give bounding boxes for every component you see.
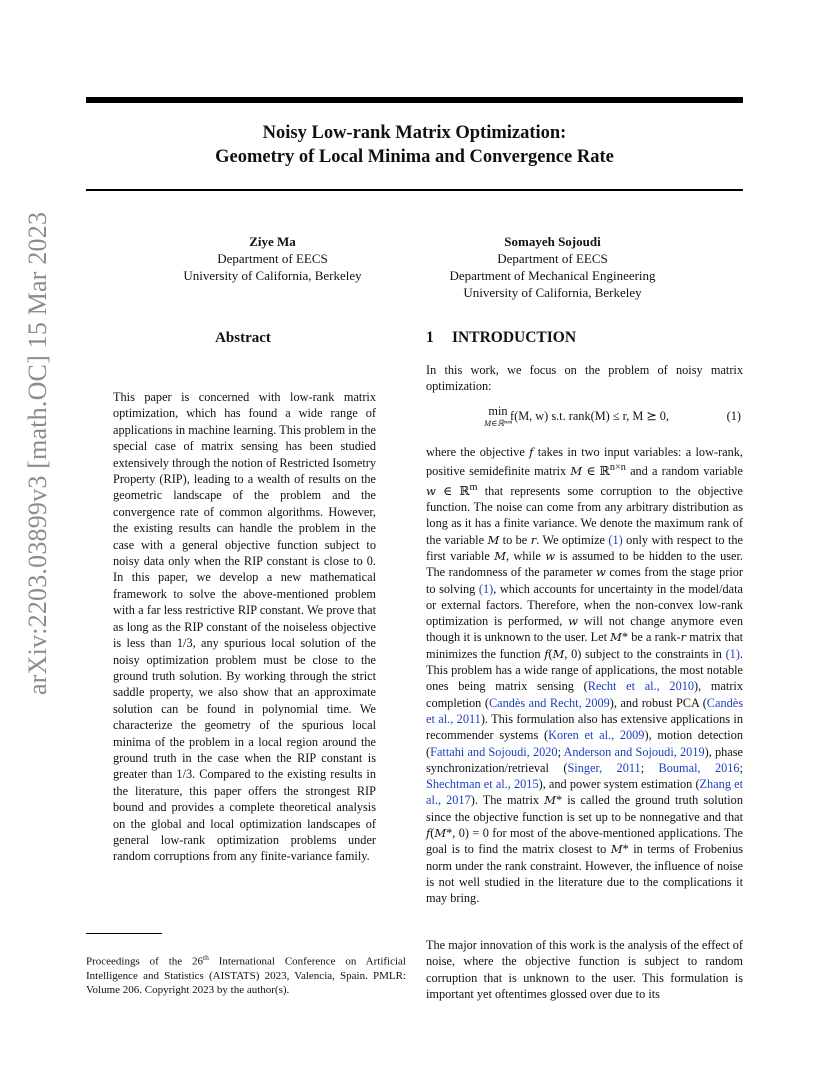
- author-block-2: [425, 233, 680, 301]
- body-paragraph-2: The major innovation of this work is the analysis of the effect of noise, where the objective function is subject to random corruption that is unknown to the user. This formulation is important yet oftentimes glossed over due to its: [426, 938, 743, 1001]
- section-number: 1: [426, 329, 434, 346]
- abstract-heading: Abstract: [215, 330, 271, 346]
- author-name: Ziye Ma: [249, 234, 296, 249]
- intro-paragraph: In this work, we focus on the problem of noisy matrix optimization:: [426, 363, 743, 394]
- footnote-superscript: th: [203, 953, 209, 962]
- abstract-text: This paper is concerned with low-rank matrix optimization, which has found a wide range of applications in machine learning. This problem in the special case of matrix sensing has been studied extensively through the notion of Restricted Isometry Property (RIP), leading to a wealth of results on the geometric landscape of the problem and the convergence rate of common algorithms. However, the existing results can handle the problem in the case with a general objective function subject to noisy data only when the RIP constant is close to 0. In this paper, we develop a new mathematical framework to solve the above-mentioned problem with a far less restrictive RIP constant. We prove that as long as the RIP constant of the noiseless objective is less than 1/3, any spurious local solution of the noisy optimization problem must be close to the ground truth solution. By working through the strict saddle property, we also show that an approximate solution can be found in polynomial time. We characterize the geometry of the spurious local minima of the problem in a local region around the ground truth in the case when the RIP constant is greater than 1/3. Compared to the existing results in the literature, this paper offers the strongest RIP bound and provides a complete theoretical analysis on the global and local optimization landscapes of general low-rank optimization problems under random corruptions from any finite-variance family.: [113, 390, 376, 864]
- author-affiliation: Department of EECS: [497, 251, 608, 266]
- section-title: INTRODUCTION: [452, 329, 577, 346]
- title-line-2: Geometry of Local Minima and Convergence Rate: [215, 147, 614, 167]
- author-affiliation: Department of EECS: [217, 251, 328, 266]
- author-affiliation: University of California, Berkeley: [463, 285, 642, 300]
- equation-subscript: M∈ℝⁿˣⁿ: [484, 418, 512, 428]
- author-affiliation: University of California, Berkeley: [183, 268, 362, 283]
- paper-title: [86, 121, 743, 169]
- equation-op: min: [488, 404, 508, 418]
- footnote-text-post: International Conference on Artificial Intelligence and Statistics (AISTATS) 2023, Valencia, Spain. PMLR: Volume 206. Copyright 2023 by the author(s).: [86, 955, 406, 996]
- author-name: Somayeh Sojoudi: [504, 234, 601, 249]
- equation-expression: f(M, w) s.t. rank(M) ≤ r, M ⪰ 0,: [510, 409, 669, 423]
- section-heading: [426, 328, 576, 348]
- author-affiliation: Department of Mechanical Engineering: [449, 268, 656, 283]
- author-block-1: [150, 233, 395, 284]
- top-thick-rule: [86, 97, 743, 103]
- title-bottom-rule: [86, 189, 743, 191]
- body-paragraph-1: where the objective f takes in two input variables: a low-rank, positive semidefinite matrix M ∈ ℝ$^{n\times n}$ and a random variable w ∈ ℝ$^m$ that represents some corruption to the objective function. The noise can come from any arbitrary distribution as long as it has a finite variance. We denote the maximum rank of the variable M to be r. We optimize (1) only with respect to the first variable M, while w is assumed to be hidden to the user. The randomness of the parameter w comes from the stage prior to solving (1), which accounts for uncertainty in the model/data or external factors. Therefore, when the non-convex low-rank optimization is performed, w will not change anymore even though it is unknown to the user. Let M* be a rank-r matrix that minimizes the function f(M, 0) subject to the constraints in (1). This problem has a wide range of applications, the most notable ones being matrix sensing (Recht et al., 2010), matrix completion (Candès and Recht, 2009), and robust PCA (Candès et al., 2011). This formulation also has extensive applications in recommender systems (Koren et al., 2009), motion detection (Fattahi and Sojoudi, 2020; Anderson and Sojoudi, 2019), phase synchronization/retrieval (Singer, 2011; Boumal, 2016; Shechtman et al., 2015), and power system estimation (Zhang et al., 2017). The matrix M* is called the ground truth solution since the objective function is set up to be nonnegative and that f(M*, 0) = 0 for most of the above-mentioned applications. The goal is to find the matrix closest to M* in terms of Frobenius norm under the rank constraint. However, the influence of noise is not well studied in the literature due to the complications it may bring.: [426, 445, 744, 906]
- footnote-text-pre: Proceedings of the 26: [86, 955, 204, 968]
- equation-1: [426, 405, 743, 435]
- title-line-1: Noisy Low-rank Matrix Optimization:: [262, 123, 567, 143]
- equation-tag: (1): [726, 409, 741, 423]
- footnote: [86, 951, 406, 997]
- arxiv-watermark: arXiv:2203.03899v3 [math.OC] 15 Mar 2023: [23, 211, 52, 695]
- footnote-rule: [86, 933, 162, 934]
